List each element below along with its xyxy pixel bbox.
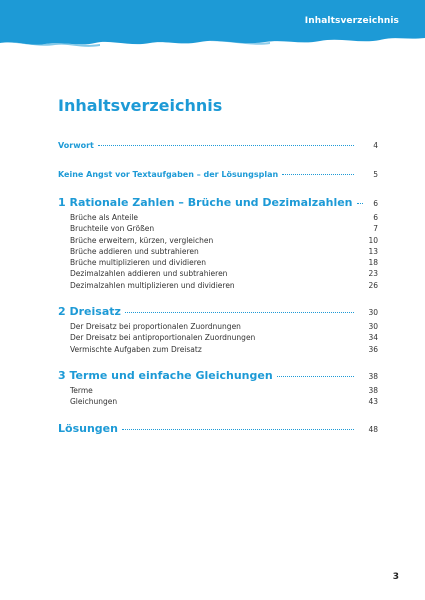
toc-chapter-page: 30 — [368, 308, 378, 318]
toc-item-label: Der Dreisatz bei antiproportionalen Zuordnungen — [70, 333, 256, 343]
leader-dots — [282, 174, 354, 175]
toc-item[interactable] — [58, 322, 378, 333]
toc-item-page: 30 — [368, 322, 378, 332]
toc-title: Inhaltsverzeichnis — [58, 96, 223, 115]
toc-item-label: Terme — [70, 385, 93, 395]
toc-item[interactable] — [58, 345, 378, 356]
toc-item-page: 23 — [368, 269, 378, 279]
toc-item-page: 13 — [368, 246, 378, 256]
table-of-contents — [58, 141, 378, 436]
toc-item-label: Brüche erweitern, kürzen, vergleichen — [70, 235, 214, 245]
leader-dots — [122, 429, 354, 430]
toc-entry-page: 5 — [373, 170, 378, 179]
toc-item-page: 18 — [368, 258, 378, 268]
toc-item-label: Der Dreisatz bei proportionalen Zuordnungen — [70, 322, 241, 332]
toc-item-page: 38 — [368, 385, 378, 395]
toc-item[interactable] — [58, 258, 378, 269]
toc-item-label: Bruchteile von Größen — [70, 224, 155, 234]
header-title: Inhaltsverzeichnis — [304, 16, 399, 26]
leader-dots — [98, 145, 354, 146]
page-number: 3 — [392, 572, 399, 582]
toc-entry-page: 4 — [373, 141, 378, 150]
toc-item[interactable] — [58, 269, 378, 280]
toc-item[interactable] — [58, 247, 378, 258]
toc-item-page: 43 — [368, 397, 378, 407]
leader-dots — [357, 203, 363, 204]
toc-entry-vorwort[interactable] — [58, 141, 378, 153]
toc-item-label: Vermischte Aufgaben zum Dreisatz — [70, 344, 202, 354]
toc-item[interactable] — [58, 397, 378, 408]
header-band — [0, 0, 425, 52]
header-brush-shape — [0, 0, 425, 52]
toc-item[interactable] — [58, 333, 378, 344]
toc-item[interactable] — [58, 213, 378, 224]
toc-item-label: Gleichungen — [70, 397, 118, 407]
toc-chapter-label: 1 Rationale Zahlen – Brüche und Dezimalzahlen — [58, 196, 353, 209]
toc-chapter-1[interactable] — [58, 196, 378, 210]
toc-item[interactable] — [58, 281, 378, 292]
toc-item-label: Brüche multiplizieren und dividieren — [70, 258, 207, 268]
toc-item-page: 7 — [373, 224, 378, 234]
toc-chapter-page: 6 — [373, 199, 378, 208]
toc-item-page: 6 — [373, 213, 378, 222]
toc-item-page: 34 — [368, 333, 378, 343]
toc-item-page: 10 — [368, 235, 378, 245]
toc-item-label: Brüche als Anteile — [70, 213, 139, 222]
toc-item-page: 36 — [368, 344, 378, 354]
toc-entry-loesungsplan[interactable] — [58, 170, 378, 182]
toc-entry-loesungen[interactable] — [58, 422, 378, 436]
toc-item[interactable] — [58, 236, 378, 247]
toc-chapter-2[interactable] — [58, 305, 378, 319]
toc-chapter-label: 3 Terme und einfache Gleichungen — [58, 368, 273, 382]
toc-item-label: Dezimalzahlen addieren und subtrahieren — [70, 269, 228, 279]
toc-entry-label: Vorwort — [58, 141, 94, 150]
toc-item-label: Brüche addieren und subtrahieren — [70, 246, 199, 256]
toc-entry-label: Keine Angst vor Textaufgaben – der Lösungsplan — [58, 170, 279, 179]
toc-item[interactable] — [58, 224, 378, 235]
toc-chapter-label: 2 Dreisatz — [58, 305, 121, 319]
toc-entry-label: Lösungen — [58, 421, 118, 435]
leader-dots — [125, 312, 354, 313]
toc-chapter-page: 38 — [368, 371, 378, 381]
toc-item[interactable] — [58, 386, 378, 397]
toc-entry-page: 48 — [368, 424, 378, 434]
toc-chapter-3[interactable] — [58, 369, 378, 383]
toc-item-label: Dezimalzahlen multiplizieren und dividieren — [70, 280, 235, 290]
leader-dots — [277, 376, 354, 377]
toc-item-page: 26 — [368, 280, 378, 290]
